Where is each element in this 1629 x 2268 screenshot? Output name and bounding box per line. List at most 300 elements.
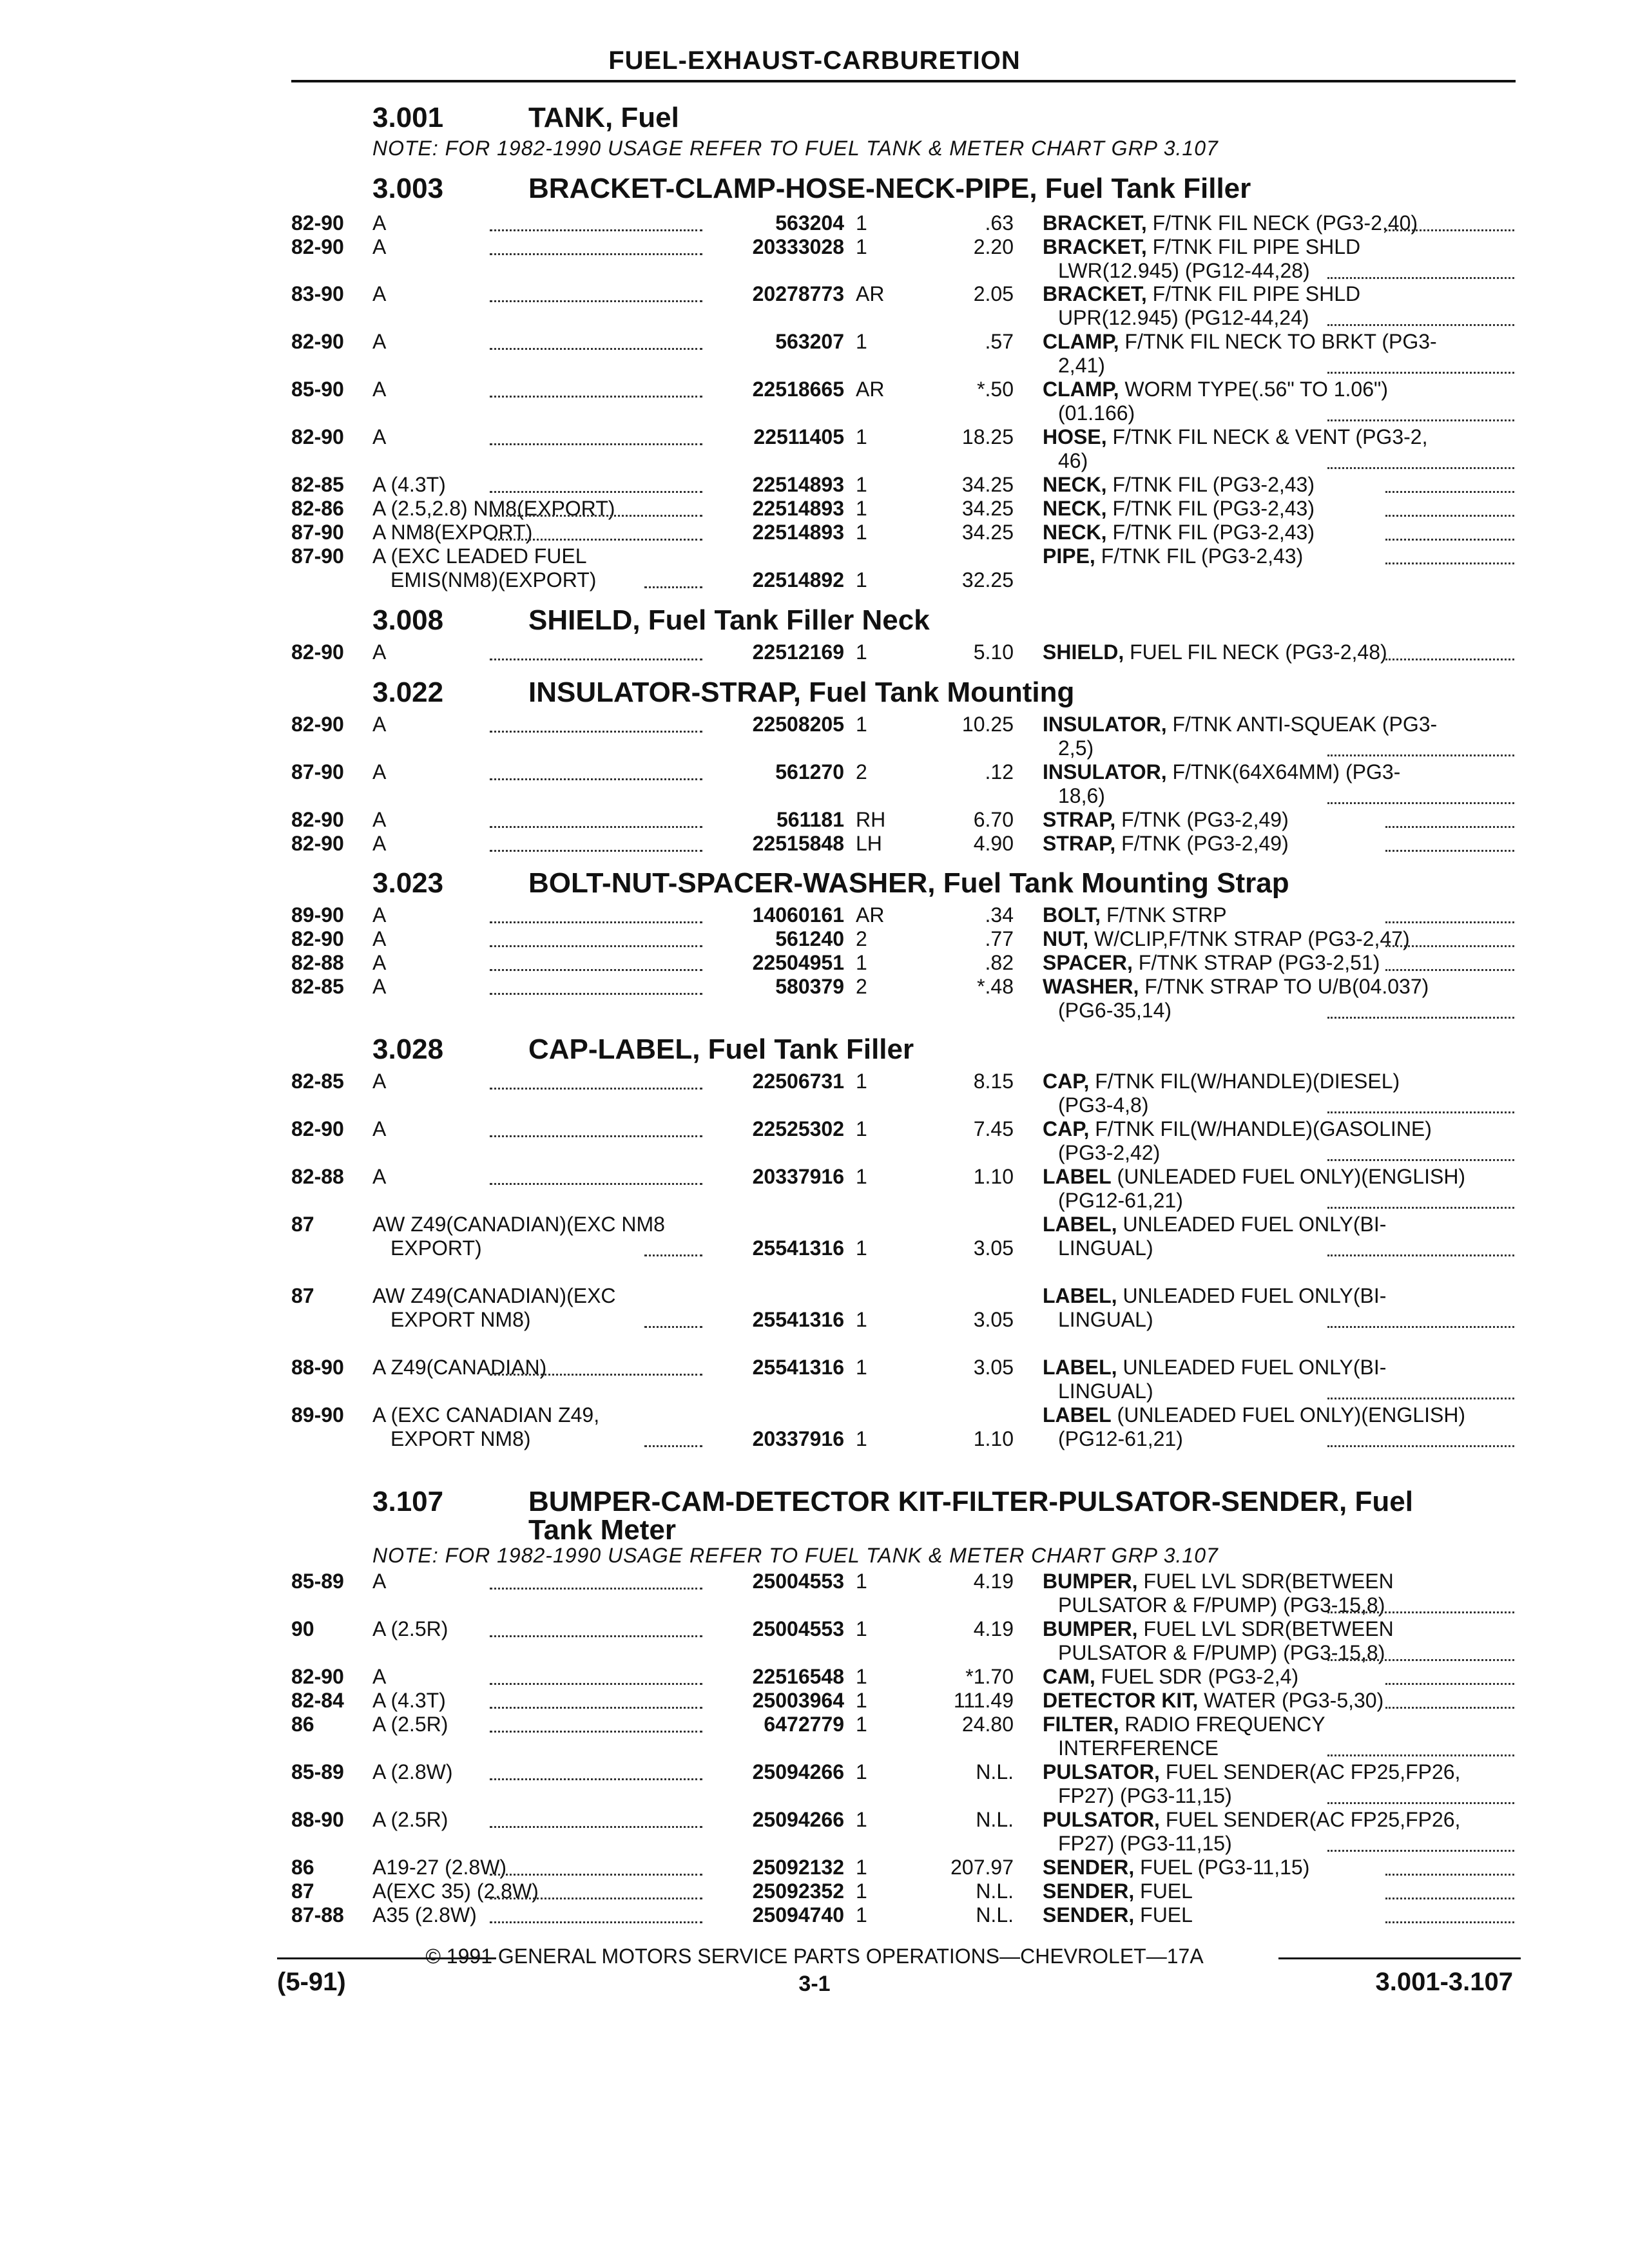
description bbox=[1043, 282, 1360, 306]
leader-dots bbox=[490, 1774, 702, 1780]
part-number: 22518665 bbox=[752, 378, 844, 401]
model-years: 83-90 bbox=[291, 282, 344, 305]
model-years: 82-84 bbox=[291, 1689, 344, 1712]
price: 1.10 bbox=[973, 1427, 1014, 1450]
application: A bbox=[372, 1570, 387, 1593]
leader-dots bbox=[490, 1131, 702, 1137]
model-years: 86 bbox=[291, 1713, 314, 1736]
description-text: F/TNK FIL (PG3-2,43) bbox=[1106, 521, 1315, 544]
description-leader-dots bbox=[1327, 1203, 1514, 1209]
leader-dots bbox=[490, 1584, 702, 1590]
description-noun: BUMPER, bbox=[1043, 1617, 1138, 1640]
description-text: FUEL LVL SDR(BETWEEN bbox=[1137, 1617, 1394, 1640]
application-continued: EXPORT) bbox=[390, 1236, 482, 1260]
model-years: 82-90 bbox=[291, 235, 344, 258]
model-years: 82-88 bbox=[291, 1165, 344, 1188]
quantity: 2 bbox=[856, 927, 867, 950]
description-text: F/TNK STRAP (PG3-2,51) bbox=[1132, 951, 1380, 974]
section-number: 3.107 bbox=[372, 1486, 444, 1517]
description-leader-dots bbox=[1327, 751, 1514, 756]
model-years: 89-90 bbox=[291, 1403, 344, 1427]
model-years: 87-90 bbox=[291, 521, 344, 544]
model-years: 85-89 bbox=[291, 1570, 344, 1593]
description bbox=[1043, 1879, 1193, 1903]
description-noun: PIPE, bbox=[1043, 544, 1095, 568]
leader-dots bbox=[490, 941, 702, 947]
header-rule bbox=[291, 80, 1516, 82]
description-leader-dots bbox=[1327, 1013, 1514, 1019]
description-text: F/TNK FIL (PG3-2,43) bbox=[1106, 473, 1315, 496]
description bbox=[1043, 1117, 1432, 1141]
section-title: INSULATOR-STRAP, Fuel Tank Mounting bbox=[528, 677, 1075, 708]
description-leader-dots bbox=[1327, 798, 1514, 804]
description-noun: NECK, bbox=[1043, 521, 1107, 544]
description bbox=[1043, 330, 1437, 354]
quantity: 1 bbox=[856, 1808, 867, 1831]
part-number: 22504951 bbox=[752, 951, 844, 974]
description-leader-dots bbox=[1385, 1870, 1514, 1876]
description-continued: (PG12-61,21) bbox=[1058, 1427, 1183, 1450]
quantity: 1 bbox=[856, 713, 867, 736]
part-number: 6472779 bbox=[764, 1713, 844, 1736]
description-continued: LINGUAL) bbox=[1058, 1236, 1153, 1260]
part-number: 20337916 bbox=[752, 1427, 844, 1450]
description bbox=[1043, 1903, 1193, 1927]
price: 111.49 bbox=[953, 1689, 1014, 1712]
leader-dots bbox=[490, 1179, 702, 1185]
model-years: 82-90 bbox=[291, 832, 344, 855]
description bbox=[1043, 1213, 1386, 1236]
description-text: FUEL FIL NECK (PG3-2,48) bbox=[1124, 640, 1387, 664]
application-continued: EXPORT NM8) bbox=[390, 1427, 531, 1450]
description-noun: BOLT, bbox=[1043, 903, 1101, 927]
application: A bbox=[372, 211, 387, 235]
description bbox=[1043, 927, 1410, 951]
description-continued: LWR(12.945) (PG12-44,28) bbox=[1058, 259, 1310, 282]
model-years: 82-90 bbox=[291, 425, 344, 448]
model-years: 82-85 bbox=[291, 473, 344, 496]
description bbox=[1043, 1284, 1386, 1308]
price: 32.25 bbox=[961, 568, 1014, 591]
description-leader-dots bbox=[1385, 1894, 1514, 1899]
quantity: LH bbox=[856, 832, 882, 855]
description bbox=[1043, 235, 1360, 259]
part-number: 22512169 bbox=[752, 640, 844, 664]
description-leader-dots bbox=[1385, 1679, 1514, 1685]
description bbox=[1043, 832, 1289, 856]
leader-dots bbox=[490, 989, 702, 995]
section-number: 3.003 bbox=[372, 173, 444, 204]
application: A NM8(EXPORT) bbox=[372, 521, 533, 544]
description-noun: LABEL, bbox=[1043, 1213, 1117, 1236]
usage-note: NOTE: FOR 1982-1990 USAGE REFER TO FUEL TANK & METER CHART GRP 3.107 bbox=[372, 1544, 1219, 1567]
section-title: CAP-LABEL, Fuel Tank Filler bbox=[528, 1033, 914, 1065]
description bbox=[1043, 1856, 1309, 1879]
part-number: 20337916 bbox=[752, 1165, 844, 1188]
quantity: 1 bbox=[856, 1070, 867, 1093]
description-text: F/TNK ANTI-SQUEAK (PG3- bbox=[1166, 713, 1438, 736]
description bbox=[1043, 951, 1380, 975]
section-title: SHIELD, Fuel Tank Filler Neck bbox=[528, 604, 930, 636]
application: A bbox=[372, 235, 387, 258]
description-noun: LABEL bbox=[1043, 1165, 1112, 1188]
description-noun: PULSATOR, bbox=[1043, 1808, 1160, 1831]
leader-dots bbox=[490, 822, 702, 828]
description bbox=[1043, 640, 1387, 664]
price: 3.05 bbox=[973, 1308, 1014, 1331]
description-text: F/TNK FIL PIPE SHLD bbox=[1146, 235, 1361, 258]
description-continued: PULSATOR & F/PUMP) (PG3-15,8) bbox=[1058, 1593, 1385, 1617]
description-noun: BRACKET, bbox=[1043, 211, 1147, 235]
quantity: 2 bbox=[856, 760, 867, 783]
description-leader-dots bbox=[1327, 1251, 1514, 1256]
model-years: 82-86 bbox=[291, 497, 344, 520]
description-noun: LABEL, bbox=[1043, 1356, 1117, 1379]
price: 18.25 bbox=[961, 425, 1014, 448]
description-text: F/TNK FIL NECK (PG3-2,40) bbox=[1146, 211, 1418, 235]
description-text: F/TNK FIL NECK TO BRKT (PG3- bbox=[1119, 330, 1437, 353]
model-years: 87 bbox=[291, 1213, 314, 1236]
price: N.L. bbox=[976, 1903, 1014, 1927]
part-number: 561270 bbox=[775, 760, 844, 783]
application: A (2.5,2.8) NM8(EXPORT) bbox=[372, 497, 615, 520]
page-header-title: FUEL-EXHAUST-CARBURETION bbox=[608, 46, 1021, 75]
application: A bbox=[372, 951, 387, 974]
price: .12 bbox=[985, 760, 1014, 783]
application: A bbox=[372, 975, 387, 998]
leader-dots bbox=[490, 655, 702, 660]
price: *.50 bbox=[977, 378, 1014, 401]
description-continued: (PG3-4,8) bbox=[1058, 1093, 1149, 1117]
description-leader-dots bbox=[1327, 1798, 1514, 1804]
description-leader-dots bbox=[1327, 1655, 1514, 1661]
quantity: 1 bbox=[856, 235, 867, 258]
application: A Z49(CANADIAN) bbox=[372, 1356, 547, 1379]
model-years: 82-90 bbox=[291, 330, 344, 353]
description bbox=[1043, 1356, 1386, 1379]
description-leader-dots bbox=[1385, 822, 1514, 828]
description-continued: LINGUAL) bbox=[1058, 1308, 1153, 1331]
part-number: 14060161 bbox=[752, 903, 844, 927]
leader-dots bbox=[490, 1917, 702, 1923]
price: 34.25 bbox=[961, 521, 1014, 544]
description bbox=[1043, 425, 1427, 449]
quantity: 1 bbox=[856, 211, 867, 235]
description-text: F/TNK FIL PIPE SHLD bbox=[1146, 282, 1361, 305]
description bbox=[1043, 975, 1429, 999]
price: 4.19 bbox=[973, 1570, 1014, 1593]
application: A bbox=[372, 927, 387, 950]
description-text: FUEL bbox=[1134, 1879, 1193, 1903]
quantity: 1 bbox=[856, 1308, 867, 1331]
leader-dots bbox=[490, 344, 702, 350]
quantity: 1 bbox=[856, 1856, 867, 1879]
description bbox=[1043, 1808, 1460, 1832]
price: *.48 bbox=[977, 975, 1014, 998]
application: A (4.3T) bbox=[372, 473, 446, 496]
description-text: F/TNK FIL NECK & VENT (PG3-2, bbox=[1106, 425, 1428, 448]
description-text: FUEL (PG3-11,15) bbox=[1134, 1856, 1310, 1879]
application: A (EXC CANADIAN Z49, bbox=[372, 1403, 600, 1427]
leader-dots bbox=[490, 1727, 702, 1733]
leader-dots bbox=[490, 249, 702, 255]
description bbox=[1043, 378, 1388, 401]
application: A (2.8W) bbox=[372, 1760, 453, 1783]
leader-dots bbox=[490, 727, 702, 733]
model-years: 87 bbox=[291, 1879, 314, 1903]
quantity: 1 bbox=[856, 497, 867, 520]
part-number: 561181 bbox=[776, 808, 844, 831]
model-years: 88-90 bbox=[291, 1356, 344, 1379]
description-text: F/TNK STRAP TO U/B(04.037) bbox=[1139, 975, 1429, 998]
price: N.L. bbox=[976, 1760, 1014, 1783]
price: N.L. bbox=[976, 1879, 1014, 1903]
application: A bbox=[372, 330, 387, 353]
price: .82 bbox=[985, 951, 1014, 974]
leader-dots bbox=[644, 1251, 702, 1256]
footer-rule-right bbox=[1278, 1957, 1521, 1959]
price: 3.05 bbox=[973, 1356, 1014, 1379]
application-continued: EXPORT NM8) bbox=[390, 1308, 531, 1331]
leader-dots bbox=[490, 1631, 702, 1637]
section-title: TANK, Fuel bbox=[528, 102, 679, 133]
model-years: 88-90 bbox=[291, 1808, 344, 1831]
description-leader-dots bbox=[1385, 918, 1514, 923]
model-years: 82-85 bbox=[291, 1070, 344, 1093]
part-number: 25003964 bbox=[752, 1689, 844, 1712]
price: .57 bbox=[985, 330, 1014, 353]
section-number: 3.028 bbox=[372, 1033, 444, 1065]
part-number: 25004553 bbox=[752, 1617, 844, 1640]
description-continued: INTERFERENCE bbox=[1058, 1736, 1219, 1760]
description-noun: SENDER, bbox=[1043, 1903, 1135, 1927]
quantity: 1 bbox=[856, 1165, 867, 1188]
model-years: 82-85 bbox=[291, 975, 344, 998]
description-text: F/TNK FIL (PG3-2,43) bbox=[1106, 497, 1315, 520]
description-text: FUEL SENDER(AC FP25,FP26, bbox=[1159, 1760, 1461, 1783]
description bbox=[1043, 903, 1227, 927]
description-leader-dots bbox=[1327, 273, 1514, 279]
description bbox=[1043, 521, 1315, 544]
price: .34 bbox=[985, 903, 1014, 927]
model-years: 87 bbox=[291, 1284, 314, 1307]
leader-dots bbox=[490, 535, 702, 541]
description-leader-dots bbox=[1385, 487, 1514, 493]
description-text: FUEL SDR (PG3-2,4) bbox=[1095, 1665, 1299, 1688]
leader-dots bbox=[490, 774, 702, 780]
price: 6.70 bbox=[973, 808, 1014, 831]
description-leader-dots bbox=[1385, 655, 1514, 660]
description-leader-dots bbox=[1327, 416, 1514, 421]
description-noun: CAP, bbox=[1043, 1070, 1090, 1093]
description-noun: BUMPER, bbox=[1043, 1570, 1138, 1593]
footer-date: (5-91) bbox=[277, 1968, 346, 1996]
description-continued: 2,41) bbox=[1058, 354, 1105, 377]
description bbox=[1043, 497, 1315, 521]
description-text: F/TNK STRP bbox=[1101, 903, 1227, 927]
part-number: 25092132 bbox=[752, 1856, 844, 1879]
description-leader-dots bbox=[1327, 1108, 1514, 1113]
part-number: 22514893 bbox=[752, 521, 844, 544]
part-number: 22514892 bbox=[752, 568, 844, 591]
price: N.L. bbox=[976, 1808, 1014, 1831]
part-number: 25094740 bbox=[752, 1903, 844, 1927]
model-years: 89-90 bbox=[291, 903, 344, 927]
description bbox=[1043, 211, 1418, 235]
description-noun: DETECTOR KIT, bbox=[1043, 1689, 1199, 1712]
model-years: 82-90 bbox=[291, 1117, 344, 1140]
quantity: 1 bbox=[856, 1236, 867, 1260]
application: A (4.3T) bbox=[372, 1689, 446, 1712]
application: AW Z49(CANADIAN)(EXC bbox=[372, 1284, 616, 1307]
part-number: 563204 bbox=[775, 211, 844, 235]
description-noun: NECK, bbox=[1043, 473, 1107, 496]
quantity: 1 bbox=[856, 1760, 867, 1783]
leader-dots bbox=[490, 1894, 702, 1899]
price: 5.10 bbox=[973, 640, 1014, 664]
description bbox=[1043, 713, 1437, 736]
description-leader-dots bbox=[1385, 511, 1514, 517]
quantity: 1 bbox=[856, 1356, 867, 1379]
price: 2.20 bbox=[973, 235, 1014, 258]
description-text: (UNLEADED FUEL ONLY)(ENGLISH) bbox=[1111, 1165, 1466, 1188]
part-number: 563207 bbox=[775, 330, 844, 353]
part-number: 22514893 bbox=[752, 473, 844, 496]
description-leader-dots bbox=[1327, 1322, 1514, 1328]
description-leader-dots bbox=[1327, 1441, 1514, 1447]
part-number: 22515848 bbox=[752, 832, 844, 855]
footer-copyright: © 1991 GENERAL MOTORS SERVICE PARTS OPERATIONS—CHEVROLET—17A bbox=[425, 1945, 1204, 1968]
description-continued: FP27) (PG3-11,15) bbox=[1058, 1784, 1232, 1807]
quantity: 1 bbox=[856, 1903, 867, 1927]
part-number: 25541316 bbox=[752, 1356, 844, 1379]
price: .63 bbox=[985, 211, 1014, 235]
quantity: 1 bbox=[856, 521, 867, 544]
description-noun: SENDER, bbox=[1043, 1879, 1135, 1903]
quantity: 1 bbox=[856, 640, 867, 664]
description-leader-dots bbox=[1327, 1846, 1514, 1852]
part-number: 22525302 bbox=[752, 1117, 844, 1140]
part-number: 25094266 bbox=[752, 1760, 844, 1783]
model-years: 85-90 bbox=[291, 378, 344, 401]
model-years: 82-90 bbox=[291, 640, 344, 664]
description-text: F/TNK FIL (PG3-2,43) bbox=[1095, 544, 1304, 568]
description-text: WORM TYPE(.56" TO 1.06") bbox=[1119, 378, 1389, 401]
description-text: FUEL LVL SDR(BETWEEN bbox=[1137, 1570, 1394, 1593]
description-leader-dots bbox=[1385, 1703, 1514, 1709]
model-years: 87-88 bbox=[291, 1903, 344, 1927]
description bbox=[1043, 1165, 1465, 1189]
application: A (2.5R) bbox=[372, 1713, 448, 1736]
part-number: 22511405 bbox=[753, 425, 844, 448]
price: 24.80 bbox=[961, 1713, 1014, 1736]
part-number: 20278773 bbox=[752, 282, 844, 305]
description-continued: (PG3-2,42) bbox=[1058, 1141, 1161, 1164]
quantity: AR bbox=[856, 378, 885, 401]
application: A19-27 (2.8W) bbox=[372, 1856, 507, 1879]
part-number: 25092352 bbox=[752, 1879, 844, 1903]
quantity: 1 bbox=[856, 1570, 867, 1593]
leader-dots bbox=[644, 1322, 702, 1328]
description-leader-dots bbox=[1385, 941, 1514, 947]
usage-note: NOTE: FOR 1982-1990 USAGE REFER TO FUEL TANK & METER CHART GRP 3.107 bbox=[372, 137, 1219, 160]
leader-dots bbox=[490, 296, 702, 302]
part-number: 561240 bbox=[775, 927, 844, 950]
description-leader-dots bbox=[1385, 1917, 1514, 1923]
section-title: BRACKET-CLAMP-HOSE-NECK-PIPE, Fuel Tank Filler bbox=[528, 173, 1251, 204]
part-number: 25004553 bbox=[752, 1570, 844, 1593]
quantity: 1 bbox=[856, 473, 867, 496]
description-text: F/TNK(64X64MM) (PG3- bbox=[1166, 760, 1401, 783]
quantity: 1 bbox=[856, 330, 867, 353]
application: A bbox=[372, 1070, 387, 1093]
part-number: 580379 bbox=[775, 975, 844, 998]
description bbox=[1043, 544, 1303, 568]
description-text: W/CLIP,F/TNK STRAP (PG3-2,47) bbox=[1088, 927, 1410, 950]
description-noun: BRACKET, bbox=[1043, 282, 1147, 305]
section-title: BOLT-NUT-SPACER-WASHER, Fuel Tank Mounting Strap bbox=[528, 867, 1289, 899]
leader-dots bbox=[490, 1679, 702, 1685]
quantity: 1 bbox=[856, 1689, 867, 1712]
part-number: 22514893 bbox=[752, 497, 844, 520]
application: A bbox=[372, 378, 387, 401]
description-leader-dots bbox=[1327, 368, 1514, 374]
application: A35 (2.8W) bbox=[372, 1903, 477, 1927]
model-years: 90 bbox=[291, 1617, 314, 1640]
quantity: 2 bbox=[856, 975, 867, 998]
description-leader-dots bbox=[1327, 320, 1514, 326]
description-text: F/TNK FIL(W/HANDLE)(GASOLINE) bbox=[1089, 1117, 1432, 1140]
description-continued: UPR(12.945) (PG12-44,24) bbox=[1058, 306, 1309, 329]
model-years: 86 bbox=[291, 1856, 314, 1879]
application: A (2.5R) bbox=[372, 1808, 448, 1831]
price: .77 bbox=[985, 927, 1014, 950]
description-noun: BRACKET, bbox=[1043, 235, 1147, 258]
description-noun: CAP, bbox=[1043, 1117, 1090, 1140]
quantity: 1 bbox=[856, 951, 867, 974]
application: A bbox=[372, 1165, 387, 1188]
description-noun: PULSATOR, bbox=[1043, 1760, 1160, 1783]
leader-dots bbox=[490, 1084, 702, 1090]
application: A bbox=[372, 1665, 387, 1688]
description bbox=[1043, 473, 1315, 497]
description-leader-dots bbox=[1327, 1608, 1514, 1613]
price: 7.45 bbox=[973, 1117, 1014, 1140]
quantity: 1 bbox=[856, 1427, 867, 1450]
leader-dots bbox=[644, 582, 702, 588]
section-number: 3.023 bbox=[372, 867, 444, 899]
description bbox=[1043, 1689, 1383, 1713]
model-years: 82-88 bbox=[291, 951, 344, 974]
description-noun: INSULATOR, bbox=[1043, 713, 1167, 736]
leader-dots bbox=[490, 1370, 702, 1376]
description-noun: STRAP, bbox=[1043, 832, 1116, 855]
quantity: 1 bbox=[856, 425, 867, 448]
description-noun: HOSE, bbox=[1043, 425, 1107, 448]
model-years: 85-89 bbox=[291, 1760, 344, 1783]
quantity: 1 bbox=[856, 1879, 867, 1903]
model-years: 82-90 bbox=[291, 211, 344, 235]
description-noun: NECK, bbox=[1043, 497, 1107, 520]
price: 34.25 bbox=[961, 473, 1014, 496]
price: 2.05 bbox=[973, 282, 1014, 305]
leader-dots bbox=[490, 1703, 702, 1709]
model-years: 82-90 bbox=[291, 713, 344, 736]
description-continued: FP27) (PG3-11,15) bbox=[1058, 1832, 1232, 1855]
description-continued: (PG12-61,21) bbox=[1058, 1189, 1183, 1212]
description-noun: CLAMP, bbox=[1043, 330, 1119, 353]
description-leader-dots bbox=[1327, 1155, 1514, 1161]
